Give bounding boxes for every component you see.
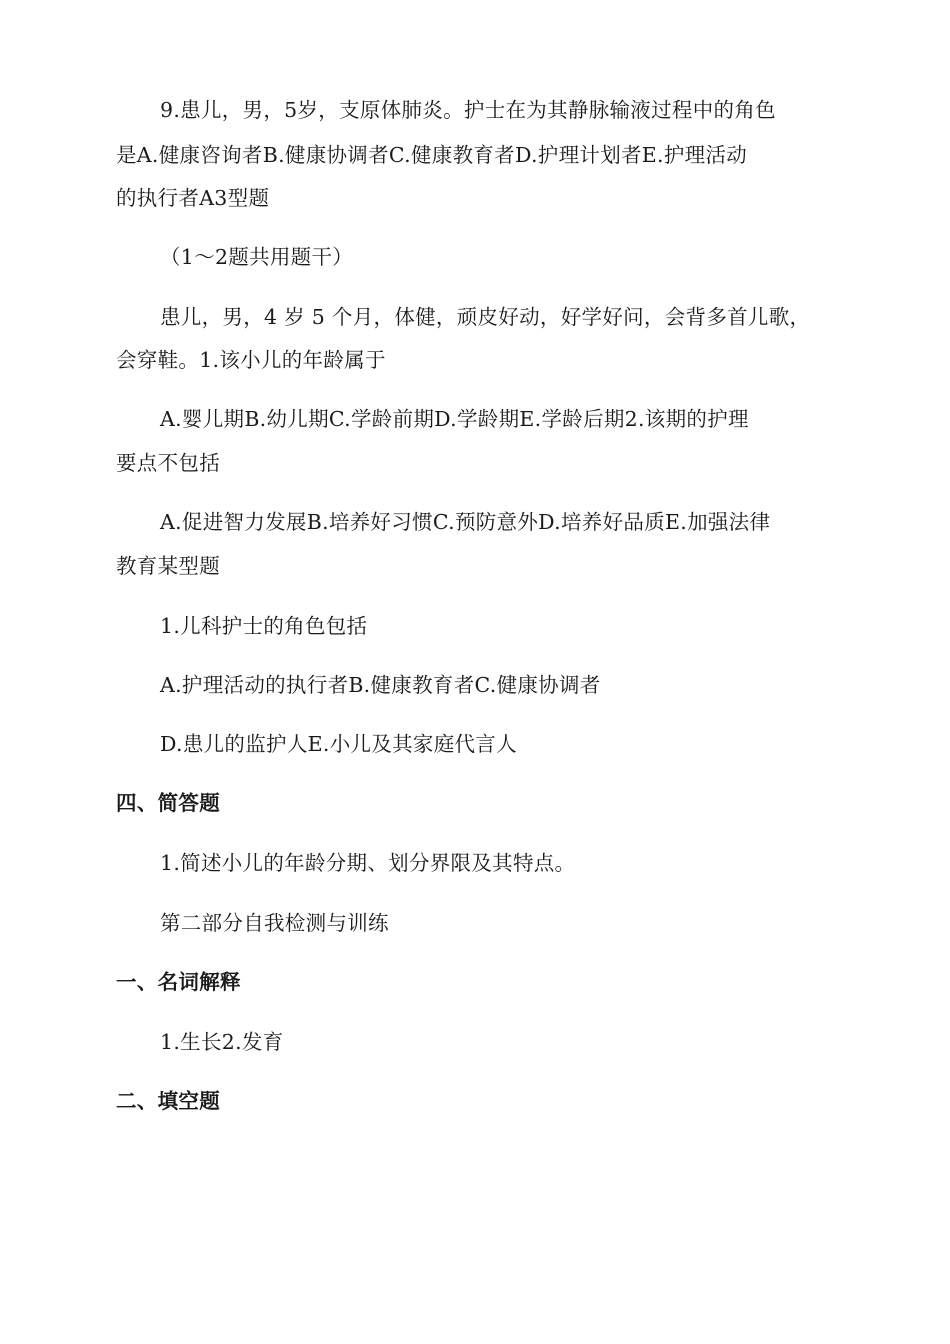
case-stem-line-1: 患儿，男，4 岁 5 个月，体健，顽皮好动，好学好问，会背多首儿歌， xyxy=(160,305,811,329)
case-stem-line-2: 会穿鞋。1.该小儿的年龄属于 xyxy=(116,348,386,372)
options-line-1: A.婴儿期B.幼儿期C.学龄前期D.学龄期E.学龄后期2.该期的护理 xyxy=(160,407,749,431)
section-heading-fill-blank: 二、填空题 xyxy=(116,1089,220,1113)
options-line-3: A.促进智力发展B.培养好习惯C.预防意外D.培养好品质E.加强法律 xyxy=(160,510,771,534)
part-two-title: 第二部分自我检测与训练 xyxy=(160,911,389,935)
question-9-line-1: 9.患儿，男，5岁，支原体肺炎。护士在为其静脉输液过程中的角色 xyxy=(160,98,776,122)
shared-stem-note: （1～2题共用题干） xyxy=(160,245,354,269)
short-answer-question-1: 1.简述小儿的年龄分期、划分界限及其特点。 xyxy=(160,851,576,875)
question-9-line-2: 是A.健康咨询者B.健康协调者C.健康教育者D.护理计划者E.护理活动 xyxy=(116,143,748,167)
question-1-options-d-e: D.患儿的监护人E.小儿及其家庭代言人 xyxy=(160,732,517,756)
question-1-stem: 1.儿科护士的角色包括 xyxy=(160,614,368,638)
term-definition-items: 1.生长2.发育 xyxy=(160,1030,284,1054)
question-1-options-a-c: A.护理活动的执行者B.健康教育者C.健康协调者 xyxy=(160,673,601,697)
question-9-line-3: 的执行者A3型题 xyxy=(116,186,270,210)
options-line-2: 要点不包括 xyxy=(116,451,220,475)
options-line-4: 教育某型题 xyxy=(116,554,220,578)
section-heading-term-definition: 一、名词解释 xyxy=(116,970,241,994)
section-heading-short-answer: 四、简答题 xyxy=(116,791,220,815)
